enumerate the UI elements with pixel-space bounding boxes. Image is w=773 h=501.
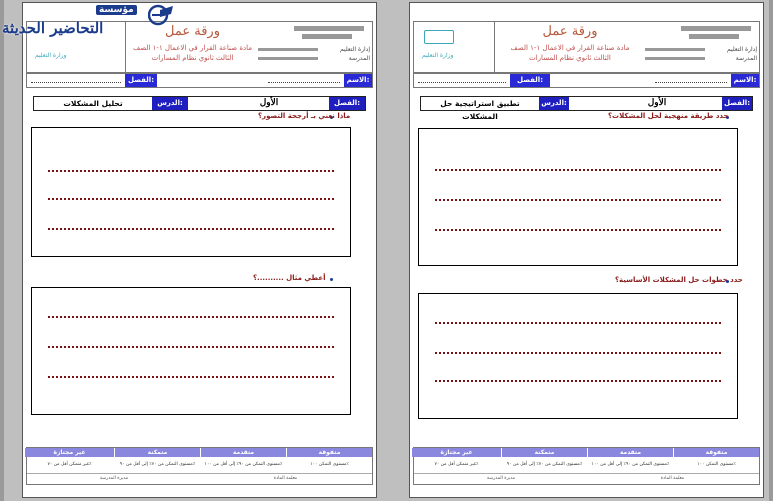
principal-signature: مديرة المدرسة: [27, 473, 201, 484]
class-label: الفصل:: [125, 74, 157, 87]
lesson-label: الدرس:: [152, 97, 188, 110]
name-row: [26, 73, 373, 88]
class-row-label: الفصل:: [722, 97, 752, 110]
gov-line-1: إدارة التعليم: [340, 46, 370, 53]
title-cell: [494, 22, 645, 72]
name-label: الاسم:: [731, 74, 759, 87]
footer-cell: مستوى التمكن من ٩٠٪ إلى أقل من ١٠٠٪: [204, 462, 283, 467]
answer-box-2[interactable]: [31, 287, 351, 415]
footer-cell: غير متمكن أقل من ٧٠٪: [434, 462, 479, 467]
footer-cell: مستوى التمكن ١٠٠٪: [697, 462, 736, 467]
grade-line: الثالث ثانوي نظام المسارات: [529, 54, 611, 62]
principal-signature: مديرة المدرسة: [414, 473, 588, 484]
ministry-info: [254, 22, 372, 72]
footer-header: متمكنة: [502, 448, 587, 457]
footer-header: متقدمة: [201, 448, 286, 457]
name-field[interactable]: [655, 82, 727, 83]
footer-cell: مستوى التمكن ١٠٠٪: [310, 462, 349, 467]
answer-box-1[interactable]: [31, 127, 351, 257]
class-row-label: الفصل:: [329, 97, 365, 110]
answer-box-2[interactable]: [418, 293, 738, 419]
gov-line-1: إدارة التعليم: [727, 46, 757, 53]
ministry-logo-text: وزارة التعليم: [422, 52, 454, 59]
class-row-value: الأول: [259, 98, 279, 108]
class-lesson-row: [33, 96, 366, 111]
watermark-main-text: التحاضير الحديثة: [2, 19, 104, 37]
footer-cell: مستوى التمكن من ٧٠٪ إلى أقل من ٩٠٪: [506, 462, 583, 467]
footer-header: متمكنة: [115, 448, 200, 457]
subject-line: مادة صناعة القرار في الاعمال ١-١ الصف: [133, 44, 252, 52]
name-field[interactable]: [268, 82, 340, 83]
footer-cell: غير متمكن أقل من ٧٠٪: [47, 462, 92, 467]
window-left-edge: [0, 0, 4, 501]
footer-header: متفوقة: [287, 448, 372, 457]
grade-line: الثالث ثانوي نظام المسارات: [151, 54, 234, 62]
ministry-logo-text: وزارة التعليم: [35, 52, 67, 59]
watermark-logo: [0, 0, 180, 44]
lesson-value: تحليل المشكلات: [63, 99, 123, 108]
question-1: ماذا نعني بـ أرجحة التصور؟: [258, 112, 351, 120]
question-2: حدد خطوات حل المشكلات الأساسية؟: [615, 276, 743, 284]
gov-line-2: المدرسة: [735, 55, 757, 62]
class-label: الفصل:: [510, 74, 550, 87]
ministry-info: [641, 22, 759, 72]
window-right-edge: [769, 0, 773, 501]
watermark-top-text: مؤسسة: [96, 5, 137, 15]
footer-cell: مستوى التمكن من ٩٠٪ إلى أقل من ١٠٠٪: [591, 462, 670, 467]
assessment-table: [26, 447, 373, 485]
class-field[interactable]: [31, 82, 121, 83]
footer-header: غير مجتازة: [25, 448, 114, 457]
question-1: حدد طريقة منهجية لحل المشكلات؟: [608, 112, 729, 120]
footer-header: متفوقة: [674, 448, 759, 457]
assessment-table: [413, 447, 760, 485]
name-label: الاسم:: [344, 74, 372, 87]
graduation-cap-icon: [148, 2, 174, 28]
ministry-logo: [414, 22, 494, 72]
answer-box-1[interactable]: [418, 128, 738, 266]
bullet-icon: [330, 278, 333, 281]
teacher-signature: معلمة المادة: [199, 473, 372, 484]
class-field[interactable]: [418, 82, 506, 83]
footer-header: غير مجتازة: [412, 448, 501, 457]
worksheet-title: ورقة عمل: [165, 24, 220, 39]
subject-line: مادة صناعة القرار في الاعمال ١-١ الصف: [510, 44, 630, 52]
page-header: [413, 21, 760, 73]
worksheet-title: ورقة عمل: [542, 24, 598, 39]
footer-cell: مستوى التمكن من ٧٠٪ إلى أقل من ٩٠٪: [119, 462, 196, 467]
footer-header: متقدمة: [588, 448, 673, 457]
class-row-value: الأول: [647, 98, 667, 108]
gov-line-2: المدرسة: [348, 55, 370, 62]
question-2: أعطي مثال ..........؟: [253, 274, 326, 282]
ministry-logo-icon: [424, 30, 454, 44]
name-row: [413, 73, 760, 88]
worksheet-page-left: [22, 2, 377, 498]
lesson-value: تطبيق استراتيجية حل المشكلات: [440, 99, 520, 121]
teacher-signature: معلمة المادة: [586, 473, 759, 484]
lesson-label: الدرس:: [539, 97, 569, 110]
worksheet-page-right: [409, 2, 764, 498]
